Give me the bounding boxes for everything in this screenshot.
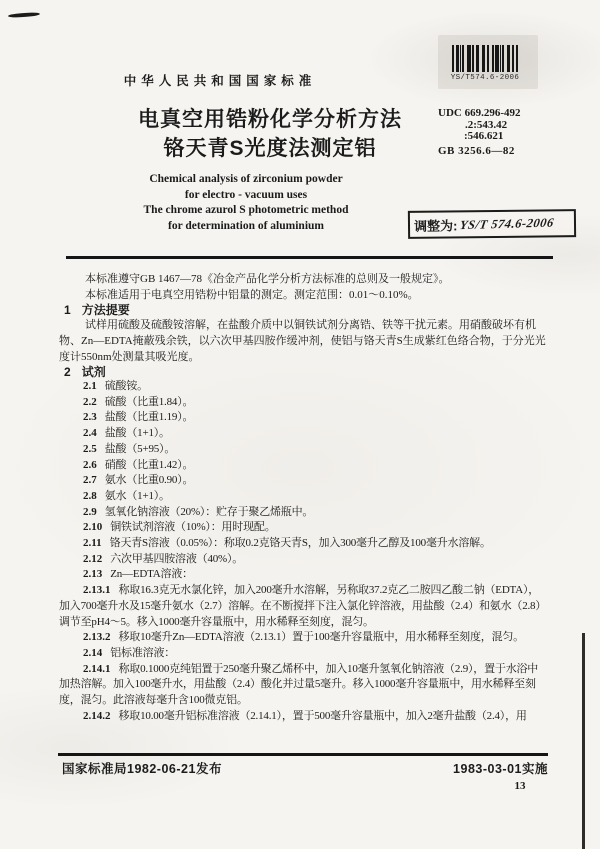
section1-heading [59,303,548,317]
reagent-item [59,709,548,725]
adjustment-stamp [408,209,576,239]
reagent-item [59,473,548,489]
reagent-item-number: 2.11 [83,537,102,550]
section1-number: 1 [64,303,71,317]
reagent-item-number: 2.7 [83,474,97,487]
reagent-item-text: Zn—EDTA溶液： [110,568,193,581]
reagent-item-text: 氨水（1+1）。 [104,489,170,502]
section1-paragraph: 试样用硫酸及硫酸铵溶解，在盐酸介质中以铜铁试剂分离锆、铁等干扰元素。用硝酸破坏有机物、Zn—EDTA掩蔽残余铁，以六次甲基四胺作缓冲剂，使铝与铬天青S生成紫红色络合物，于分光光度计550nm处测量其吸光度。 [59,319,546,363]
reagent-item-number: 2.9 [83,505,97,518]
reagent-item [59,646,548,662]
gb-standard-number: GB 3256.6—82 [438,144,515,157]
intro-paragraph-2: 本标准适用于电真空用锆粉中铝量的测定。测定范围：0.01～0.10%。 [85,289,419,301]
reagent-item-text: 氢氧化钠溶液（20%）：贮存于聚乙烯瓶中。 [104,505,314,518]
title-en-line2: for electro - vacuum uses [184,188,308,201]
udc-classification-block [438,108,521,157]
stamp-handwritten-value: YS/T 574.6-2006 [459,215,556,232]
reagent-item-text: 六次甲基四胺溶液（40%）。 [110,552,244,565]
reagent-item [59,662,548,709]
reagent-item [59,505,548,521]
reagent-item-number: 2.14.1 [83,662,111,675]
barcode-number: YS/T574.6-2006 [450,74,520,82]
section2-heading [59,365,548,379]
title-cn-line2: 铬天青S光度法测定铝 [163,137,377,160]
reagent-item-number: 2.14 [83,646,103,659]
reagent-item [59,426,548,442]
section2-number: 2 [64,365,71,379]
udc-line2: .2:543.42 [465,118,508,131]
section1-title: 方法提要 [81,303,130,317]
scan-smudge-artifact [8,12,40,18]
reagent-item-text: 盐酸（5+95）。 [104,442,176,455]
title-cn-line1: 电真空用锆粉化学分析方法 [138,108,402,131]
reagent-item-text: 称取16.3克无水氯化锌，加入200毫升水溶解，另称取37.2克乙二胺四乙酸二钠（EDTA），加入700毫升水及15毫升氨水（2.7）溶解。在不断搅拌下注入氯化锌溶液，用盐酸（2.4）和氨水（2.8）调节至pH4～5。移入1000毫升容量瓶中，用水稀释至刻度，混匀。 [59,584,547,628]
reagent-item-text: 称取0.1000克纯铝置于250毫升聚乙烯杯中，加入10毫升氢氧化钠溶液（2.9），置于水浴中加热溶解。加入100毫升水，用盐酸（2.4）酸化并过量5毫升。移入1000毫升容量瓶中，用水稀释至刻度，混匀。此溶液每毫升含100微克铝。 [59,662,539,707]
reagent-item-number: 2.10 [83,521,103,534]
reagent-item [59,583,548,630]
reagent-item-text: 盐酸（1+1）。 [104,427,170,440]
reagent-item-number: 2.1 [83,380,97,392]
reagent-item [59,379,548,395]
reagent-item-text: 铜铁试剂溶液（10%）：用时现配。 [110,521,276,534]
reagent-item-text: 铬天青S溶液（0.05%）：称取0.2克铬天青S，加入300毫升乙醇及100毫升水溶解。 [109,537,491,550]
reagent-item-text: 硝酸（比重1.42）。 [104,458,194,471]
udc-line3: :546.621 [464,130,504,142]
reagent-item [59,520,548,536]
reagent-item [59,489,548,505]
reagent-item [59,410,548,426]
reagent-item [59,567,548,583]
stamp-label: 调整为: [413,217,458,234]
footer-effective-date: 1983-03-01实施 [453,762,548,776]
reagent-item-number: 2.6 [83,458,97,471]
reagent-item-text: 硫酸铵。 [104,380,148,392]
reagent-item-text: 硫酸（比重1.84）。 [104,395,194,408]
reagent-item-number: 2.4 [83,427,97,440]
national-standard-label: 中华人民共和国国家标准 [123,74,317,88]
barcode-icon [452,45,518,72]
reagent-item-number: 2.14.2 [83,709,111,722]
reagent-item-number: 2.12 [83,552,103,565]
document-body [59,271,548,751]
header-divider-rule [66,256,553,259]
reagent-item [59,552,548,568]
reagent-item-number: 2.13.2 [83,631,111,644]
reagent-item-number: 2.5 [83,442,97,455]
reagent-item [59,630,548,646]
intro-paragraph-1: 本标准遵守GB 1467—78《冶金产品化学分析方法标准的总则及一般规定》。 [85,273,450,285]
title-en-line3: The chrome azurol S photometric method [143,204,349,216]
reagent-item-text: 氨水（比重0.90）。 [104,474,194,487]
scan-edge-line-artifact [582,633,585,849]
reagent-item-number: 2.13 [83,568,103,581]
footer-divider-rule [58,753,548,756]
footer-issued-date: 国家标准局1982-06-21发布 [62,762,222,776]
reagent-item-text: 移取10.00毫升铝标准溶液（2.14.1），置于500毫升容量瓶中，加入2毫升盐酸（2.4），用 [118,709,527,722]
reagent-item [59,458,548,474]
reagent-item [59,395,548,411]
reagent-item-text: 移取10毫升Zn—EDTA溶液（2.13.1）置于100毫升容量瓶中，用水稀释至刻度，混匀。 [118,631,524,644]
title-en-line4: for determination of aluminium [168,219,324,232]
reagent-item-text: 铝标准溶液： [110,646,176,659]
reagent-item-text: 盐酸（比重1.19）。 [104,411,194,424]
section2-title: 试剂 [81,365,106,379]
reagent-list [59,379,548,724]
page-number: 13 [514,780,526,792]
reagent-item-number: 2.13.1 [83,584,111,597]
document-title-english [85,172,407,234]
reagent-item [59,442,548,458]
reagent-item [59,536,548,552]
reagent-item-number: 2.3 [83,411,97,424]
title-en-line1: Chemical analysis of zirconium powder [149,173,343,185]
document-title-chinese [95,105,445,163]
reagent-item-number: 2.2 [83,395,97,408]
reagent-item-number: 2.8 [83,489,97,502]
udc-line1: UDC 669.296-492 [438,107,521,119]
